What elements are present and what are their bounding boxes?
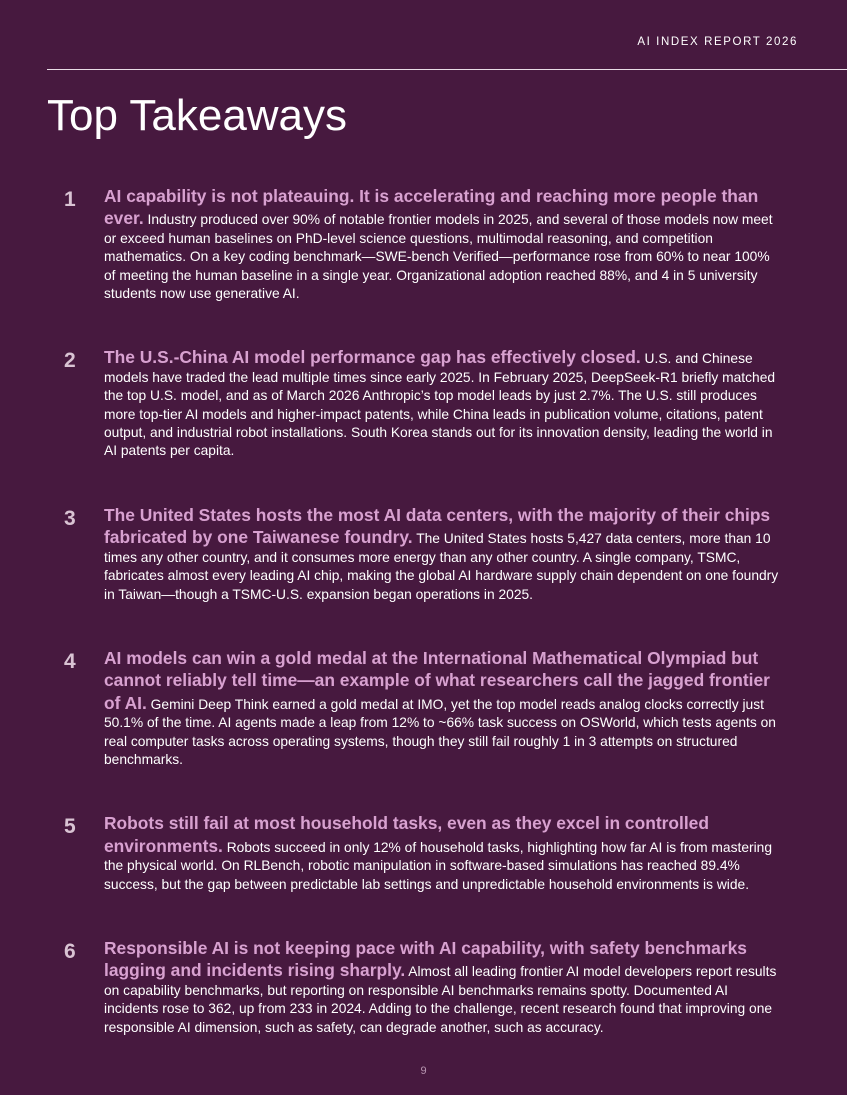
takeaways-list	[0, 185, 847, 1080]
takeaway-item	[0, 185, 847, 303]
takeaway-heading: The United States hosts the most AI data centers, with the majority of their chips fabricated by one Taiwanese foundry.	[104, 504, 771, 548]
takeaway-item	[0, 812, 847, 894]
page-number: 9	[420, 1065, 427, 1077]
takeaway-body: The United States hosts 5,427 data centers, more than 10 times any other country, and it consumes more energy than any other country. A single company, TSMC, fabricates almost every leading AI chip, making the global AI hardware supply chain dependent on one foundry in Taiwan—though a TSMC-U.S. expansion began operations in 2025.	[104, 531, 779, 602]
takeaway-item	[0, 346, 847, 460]
takeaway-text	[104, 812, 779, 894]
takeaway-number: 5	[64, 815, 76, 839]
takeaway-text	[104, 346, 779, 460]
takeaway-heading: AI models can win a gold medal at the International Mathematical Olympiad but cannot reliably tell time—an example of what researchers call the jagged frontier of AI.	[104, 647, 770, 713]
takeaway-heading: Robots still fail at most household tasks, even as they excel in controlled environments.	[104, 813, 709, 856]
takeaway-text	[104, 185, 779, 303]
takeaway-number: 4	[64, 649, 76, 673]
header-divider	[47, 69, 847, 70]
takeaway-number: 3	[64, 506, 76, 530]
takeaway-item	[0, 937, 847, 1037]
takeaway-body: Industry produced over 90% of notable frontier models in 2025, and several of those models now meet or exceed human baselines on PhD-level science questions, multimodal reasoning, and competition mathematics. On a key coding benchmark—SWE-bench Verified—performance rose from 60% to near 100% of meeting the human baseline in a single year. Organizational adoption reached 88%, and 4 in 5 university students now use generative AI.	[104, 212, 773, 302]
takeaway-text	[104, 504, 779, 604]
report-label: AI INDEX REPORT 2026	[637, 36, 798, 48]
takeaway-item	[0, 504, 847, 604]
takeaway-body: U.S. and Chinese models have traded the lead multiple times since early 2025. In February 2025, DeepSeek-R1 briefly matched the top U.S. model, and as of March 2026 Anthropic’s top model leads by just 2.7%. The U.S. still produces more top-tier AI models and higher-impact patents, while China leads in publication volume, citations, patent output, and industrial robot installations. South Korea stands out for its innovation density, leading the world in AI patents per capita.	[104, 351, 776, 459]
takeaway-number: 2	[64, 349, 76, 373]
takeaway-heading: AI capability is not plateauing. It is accelerating and reaching more people than ever.	[104, 186, 759, 229]
page-title: Top Takeaways	[47, 91, 348, 140]
takeaway-item	[0, 647, 847, 769]
takeaway-text	[104, 647, 779, 769]
takeaway-body: Gemini Deep Think earned a gold medal at IMO, yet the top model reads analog clocks correctly just 50.1% of the time. AI agents made a leap from 12% to ~66% task success on OSWorld, which tests agents on real computer tasks across operating systems, though they still fail roughly 1 in 3 attempts on structured benchmarks.	[104, 696, 776, 767]
takeaway-heading: Responsible AI is not keeping pace with AI capability, with safety benchmarks lagging and incidents rising sharply.	[104, 937, 747, 981]
takeaway-heading: The U.S.-China AI model performance gap has effectively closed.	[104, 347, 641, 368]
takeaway-body: Almost all leading frontier AI model developers report results on capability benchmarks, but reporting on responsible AI benchmarks remains spotty. Documented AI incidents rose to 362, up from 233 in 2024. Adding to the challenge, recent research found that improving one responsible AI dimension, such as safety, can degrade another, such as accuracy.	[104, 964, 777, 1035]
takeaway-body: Robots succeed in only 12% of household tasks, highlighting how far AI is from mastering the physical world. On RLBench, robotic manipulation in software-based simulations has reached 89.4% success, but the gap between predictable lab settings and unpredictable household environments is wide.	[104, 839, 772, 892]
takeaway-number: 1	[64, 188, 76, 211]
takeaway-number: 6	[64, 939, 76, 963]
takeaway-text	[104, 937, 779, 1037]
